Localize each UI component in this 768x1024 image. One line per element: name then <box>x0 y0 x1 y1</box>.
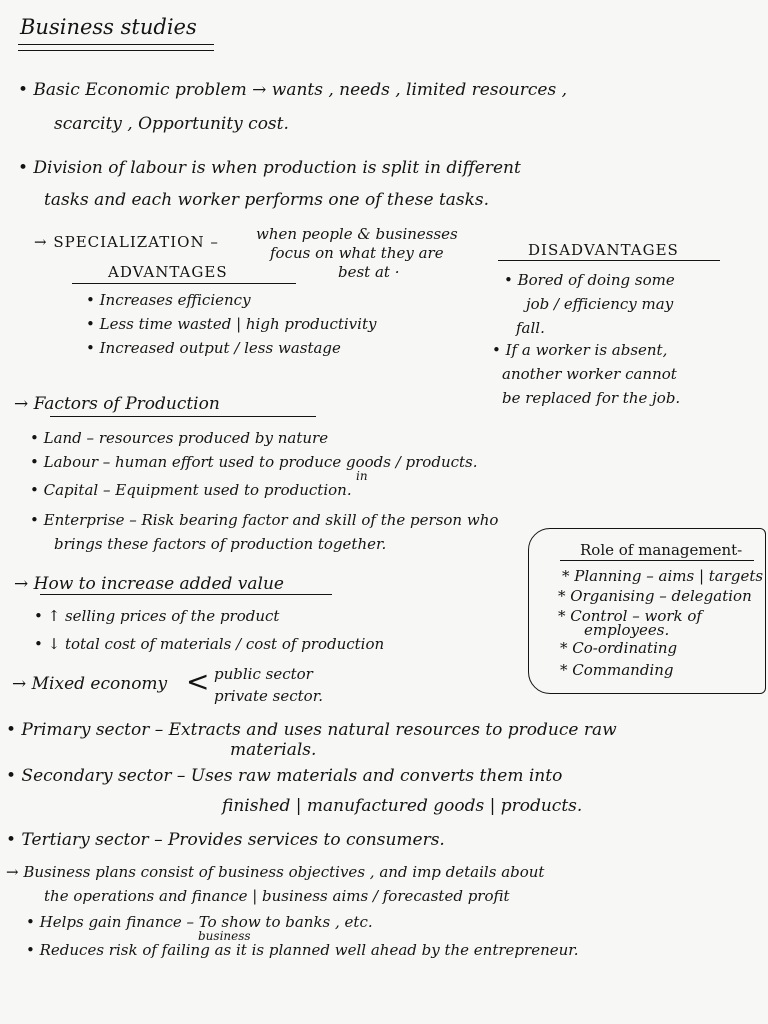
factor-land: • Land – resources produced by nature <box>30 429 329 447</box>
business-insert-mark: business <box>198 929 251 943</box>
added-value-heading: → How to increase added value <box>14 574 284 594</box>
management-heading: Role of management- <box>580 541 743 559</box>
specialization-definition-3: best at · <box>338 263 400 281</box>
basic-line-1: • Basic Economic problem → wants , needs , limited resources , <box>18 80 568 100</box>
management-item: * Control – work of <box>558 607 702 625</box>
primary-sector-2: materials. <box>230 740 317 760</box>
advantages-heading: ADVANTAGES <box>108 263 228 281</box>
management-item: * Planning – aims | targets <box>562 567 764 585</box>
advantages-item: • Increases efficiency <box>86 291 251 309</box>
division-line-1: • Division of labour is when production is split in different <box>18 158 521 178</box>
tertiary-sector: • Tertiary sector – Provides services to consumers. <box>6 830 445 850</box>
factor-capital: • Capital – Equipment used to production. <box>30 481 352 499</box>
page-title: Business studies <box>20 15 197 39</box>
specialization-definition-2: focus on what they are <box>270 244 444 262</box>
advantages-item: • Increased output / less wastage <box>86 339 341 357</box>
title-underline <box>18 44 214 45</box>
added-value-item: • ↓ total cost of materials / cost of production <box>34 635 385 653</box>
capital-insert-mark: in <box>356 469 368 483</box>
business-plans-2: the operations and finance | business aims / forecasted profit <box>44 887 510 905</box>
added-value-underline <box>40 594 332 595</box>
disadvantages-item: be replaced for the job. <box>502 389 681 407</box>
secondary-sector-1: • Secondary sector – Uses raw materials and converts them into <box>6 766 563 786</box>
mixed-economy-public: public sector <box>214 665 313 683</box>
title-underline-2 <box>18 50 214 51</box>
advantages-underline <box>72 283 296 284</box>
added-value-item: • ↑ selling prices of the product <box>34 607 280 625</box>
factor-enterprise-2: brings these factors of production together. <box>54 535 387 553</box>
advantages-item: • Less time wasted | high productivity <box>86 315 377 333</box>
mixed-economy-private: private sector. <box>214 687 323 705</box>
specialization-heading: → SPECIALIZATION – <box>34 233 219 251</box>
disadvantages-heading: DISADVANTAGES <box>528 241 679 259</box>
disadvantages-item: fall. <box>516 319 545 337</box>
business-plans-1: → Business plans consist of business objectives , and imp details about <box>6 863 545 881</box>
factors-underline <box>50 416 316 417</box>
brace-icon: < <box>186 665 210 698</box>
mixed-economy-label: → Mixed economy <box>12 674 168 694</box>
management-item: * Organising – delegation <box>558 587 752 605</box>
disadvantages-item: another worker cannot <box>502 365 677 383</box>
disadvantages-item: • If a worker is absent, <box>492 341 668 359</box>
management-item: employees. <box>584 621 670 639</box>
disadvantages-underline <box>498 260 720 261</box>
disadvantages-item: • Bored of doing some <box>504 271 675 289</box>
factor-labour: • Labour – human effort used to produce goods / products. <box>30 453 478 471</box>
specialization-definition-1: when people & businesses <box>256 225 458 243</box>
factor-enterprise-1: • Enterprise – Risk bearing factor and skill of the person who <box>30 511 499 529</box>
division-line-2: tasks and each worker performs one of these tasks. <box>44 190 490 210</box>
secondary-sector-2: finished | manufactured goods | products. <box>222 796 583 816</box>
factors-heading: → Factors of Production <box>14 394 220 414</box>
management-item: * Co-ordinating <box>560 639 678 657</box>
business-plans-3: • Helps gain finance – To show to banks , etc. <box>26 913 373 931</box>
business-plans-4: • Reduces risk of failing as it is planned well ahead by the entrepreneur. <box>26 941 579 959</box>
primary-sector-1: • Primary sector – Extracts and uses natural resources to produce raw <box>6 720 617 740</box>
disadvantages-item: job / efficiency may <box>526 295 674 313</box>
management-underline <box>560 560 754 561</box>
management-item: * Commanding <box>560 661 674 679</box>
basic-line-2: scarcity , Opportunity cost. <box>54 114 289 134</box>
